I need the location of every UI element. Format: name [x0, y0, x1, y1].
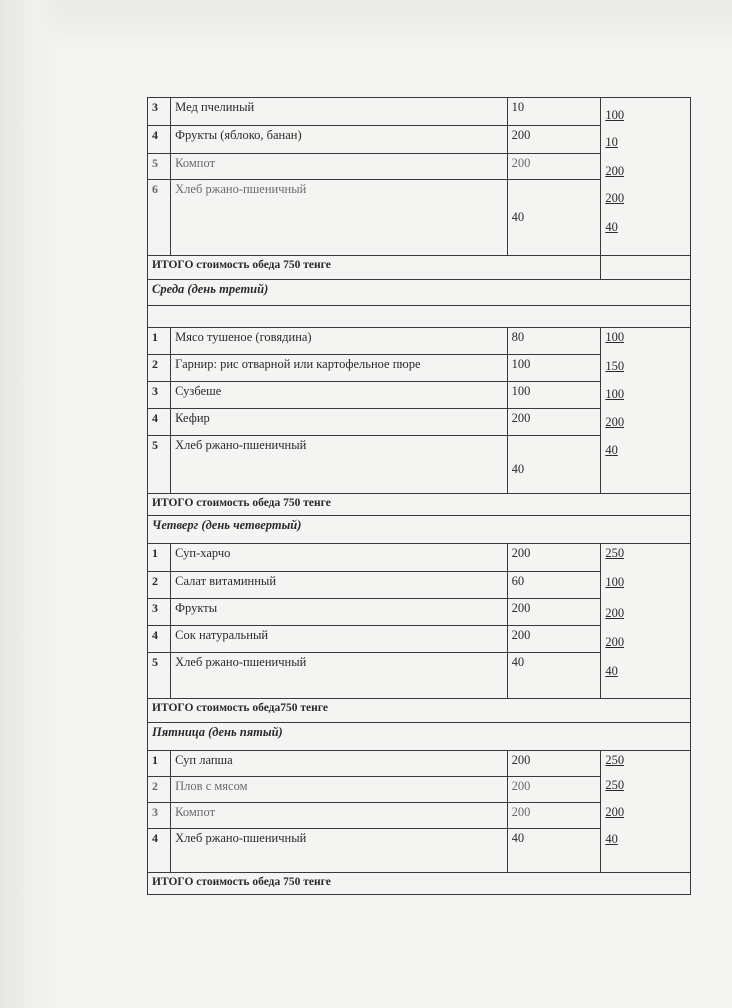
dish-name: Кефир [171, 409, 507, 436]
dish-name: Гарнир: рис отварной или картофельное пюре [171, 355, 507, 382]
table-row [148, 544, 691, 572]
values-column [601, 328, 691, 494]
row-number: 1 [148, 544, 171, 572]
dish-quantity: 40 [507, 653, 601, 699]
value: 100 [605, 330, 625, 344]
menu-table [147, 97, 691, 895]
value: 200 [605, 606, 625, 620]
dish-quantity: 200 [507, 154, 601, 180]
dish-quantity: 200 [507, 777, 601, 803]
dish-quantity: 200 [507, 544, 601, 572]
row-number: 3 [148, 382, 171, 409]
value: 40 [605, 664, 618, 678]
dish-name: Хлеб ржано-пшеничный [171, 180, 507, 256]
row-number: 2 [148, 355, 171, 382]
row-number: 2 [148, 572, 171, 599]
row-number: 3 [148, 599, 171, 626]
values-column [601, 751, 691, 873]
dish-name: Фрукты [171, 599, 507, 626]
day-title: Пятница (день пятый) [148, 723, 691, 751]
row-number: 1 [148, 751, 171, 777]
dish-quantity [507, 436, 601, 494]
table-row [148, 751, 691, 777]
dish-quantity: 10 [507, 98, 601, 126]
table-row [148, 328, 691, 355]
values-column [601, 98, 691, 256]
day-header [148, 723, 691, 751]
total-row [148, 873, 691, 895]
dish-quantity [507, 180, 601, 256]
row-number: 1 [148, 328, 171, 355]
row-number: 4 [148, 409, 171, 436]
dish-name: Суп лапша [171, 751, 507, 777]
dish-name: Плов с мясом [171, 777, 507, 803]
table-row [148, 98, 691, 126]
dish-name: Компот [171, 154, 507, 180]
dish-quantity: 80 [507, 328, 601, 355]
value: 200 [605, 635, 625, 649]
total-label: ИТОГО стоимость обеда 750 тенге [148, 256, 601, 280]
value: 200 [605, 415, 625, 429]
row-number: 5 [148, 154, 171, 180]
row-number: 4 [148, 829, 171, 873]
scan-shadow-left [0, 0, 60, 1008]
value: 250 [605, 546, 625, 560]
value: 200 [605, 191, 625, 205]
dish-name: Салат витаминный [171, 572, 507, 599]
dish-quantity: 40 [507, 829, 601, 873]
total-label: ИТОГО стоимость обеда750 тенге [148, 699, 691, 723]
dish-quantity: 200 [507, 409, 601, 436]
dish-quantity: 200 [507, 751, 601, 777]
scan-shadow-top [0, 0, 732, 50]
value: 200 [605, 805, 625, 819]
row-number: 4 [148, 126, 171, 154]
dish-quantity: 60 [507, 572, 601, 599]
dish-name: Фрукты (яблоко, банан) [171, 126, 507, 154]
value: 40 [605, 220, 618, 234]
dish-name: Суп-харчо [171, 544, 507, 572]
row-number: 6 [148, 180, 171, 256]
dish-name: Мясо тушеное (говядина) [171, 328, 507, 355]
value: 250 [605, 778, 625, 792]
value: 150 [605, 359, 625, 373]
dish-name: Сок натуральный [171, 626, 507, 653]
value: 100 [605, 108, 625, 122]
value: 250 [605, 753, 625, 767]
day-header [148, 280, 691, 306]
value: 40 [605, 443, 618, 457]
menu-document [147, 97, 691, 895]
dish-name: Хлеб ржано-пшеничный [171, 436, 507, 494]
dish-name: Мед пчелиный [171, 98, 507, 126]
dish-name: Компот [171, 803, 507, 829]
day-title: Среда (день третий) [148, 280, 691, 306]
row-number: 5 [148, 653, 171, 699]
total-row [148, 494, 691, 516]
total-row [148, 699, 691, 723]
dish-quantity: 200 [507, 126, 601, 154]
row-number: 3 [148, 98, 171, 126]
dish-name: Хлеб ржано-пшеничный [171, 653, 507, 699]
total-label: ИТОГО стоимость обеда 750 тенге [148, 494, 691, 516]
value: 10 [605, 135, 618, 149]
blank-row [148, 306, 691, 328]
dish-name: Хлеб ржано-пшеничный [171, 829, 507, 873]
dish-quantity-value: 40 [511, 462, 525, 476]
row-number: 4 [148, 626, 171, 653]
value: 40 [605, 832, 618, 846]
total-label: ИТОГО стоимость обеда 750 тенге [148, 873, 691, 895]
dish-quantity: 200 [507, 599, 601, 626]
row-number: 3 [148, 803, 171, 829]
value: 100 [605, 387, 625, 401]
day-header [148, 516, 691, 544]
dish-quantity: 100 [507, 382, 601, 409]
day-title: Четверг (день четвертый) [148, 516, 691, 544]
dish-quantity: 200 [507, 803, 601, 829]
dish-quantity: 100 [507, 355, 601, 382]
value: 100 [605, 575, 625, 589]
value: 200 [605, 164, 625, 178]
dish-quantity: 200 [507, 626, 601, 653]
total-row [148, 256, 691, 280]
dish-name: Сузбеше [171, 382, 507, 409]
row-number: 5 [148, 436, 171, 494]
dish-quantity-value: 40 [511, 210, 525, 224]
row-number: 2 [148, 777, 171, 803]
total-empty [601, 256, 691, 280]
blank-cell [148, 306, 691, 328]
values-column [601, 544, 691, 699]
